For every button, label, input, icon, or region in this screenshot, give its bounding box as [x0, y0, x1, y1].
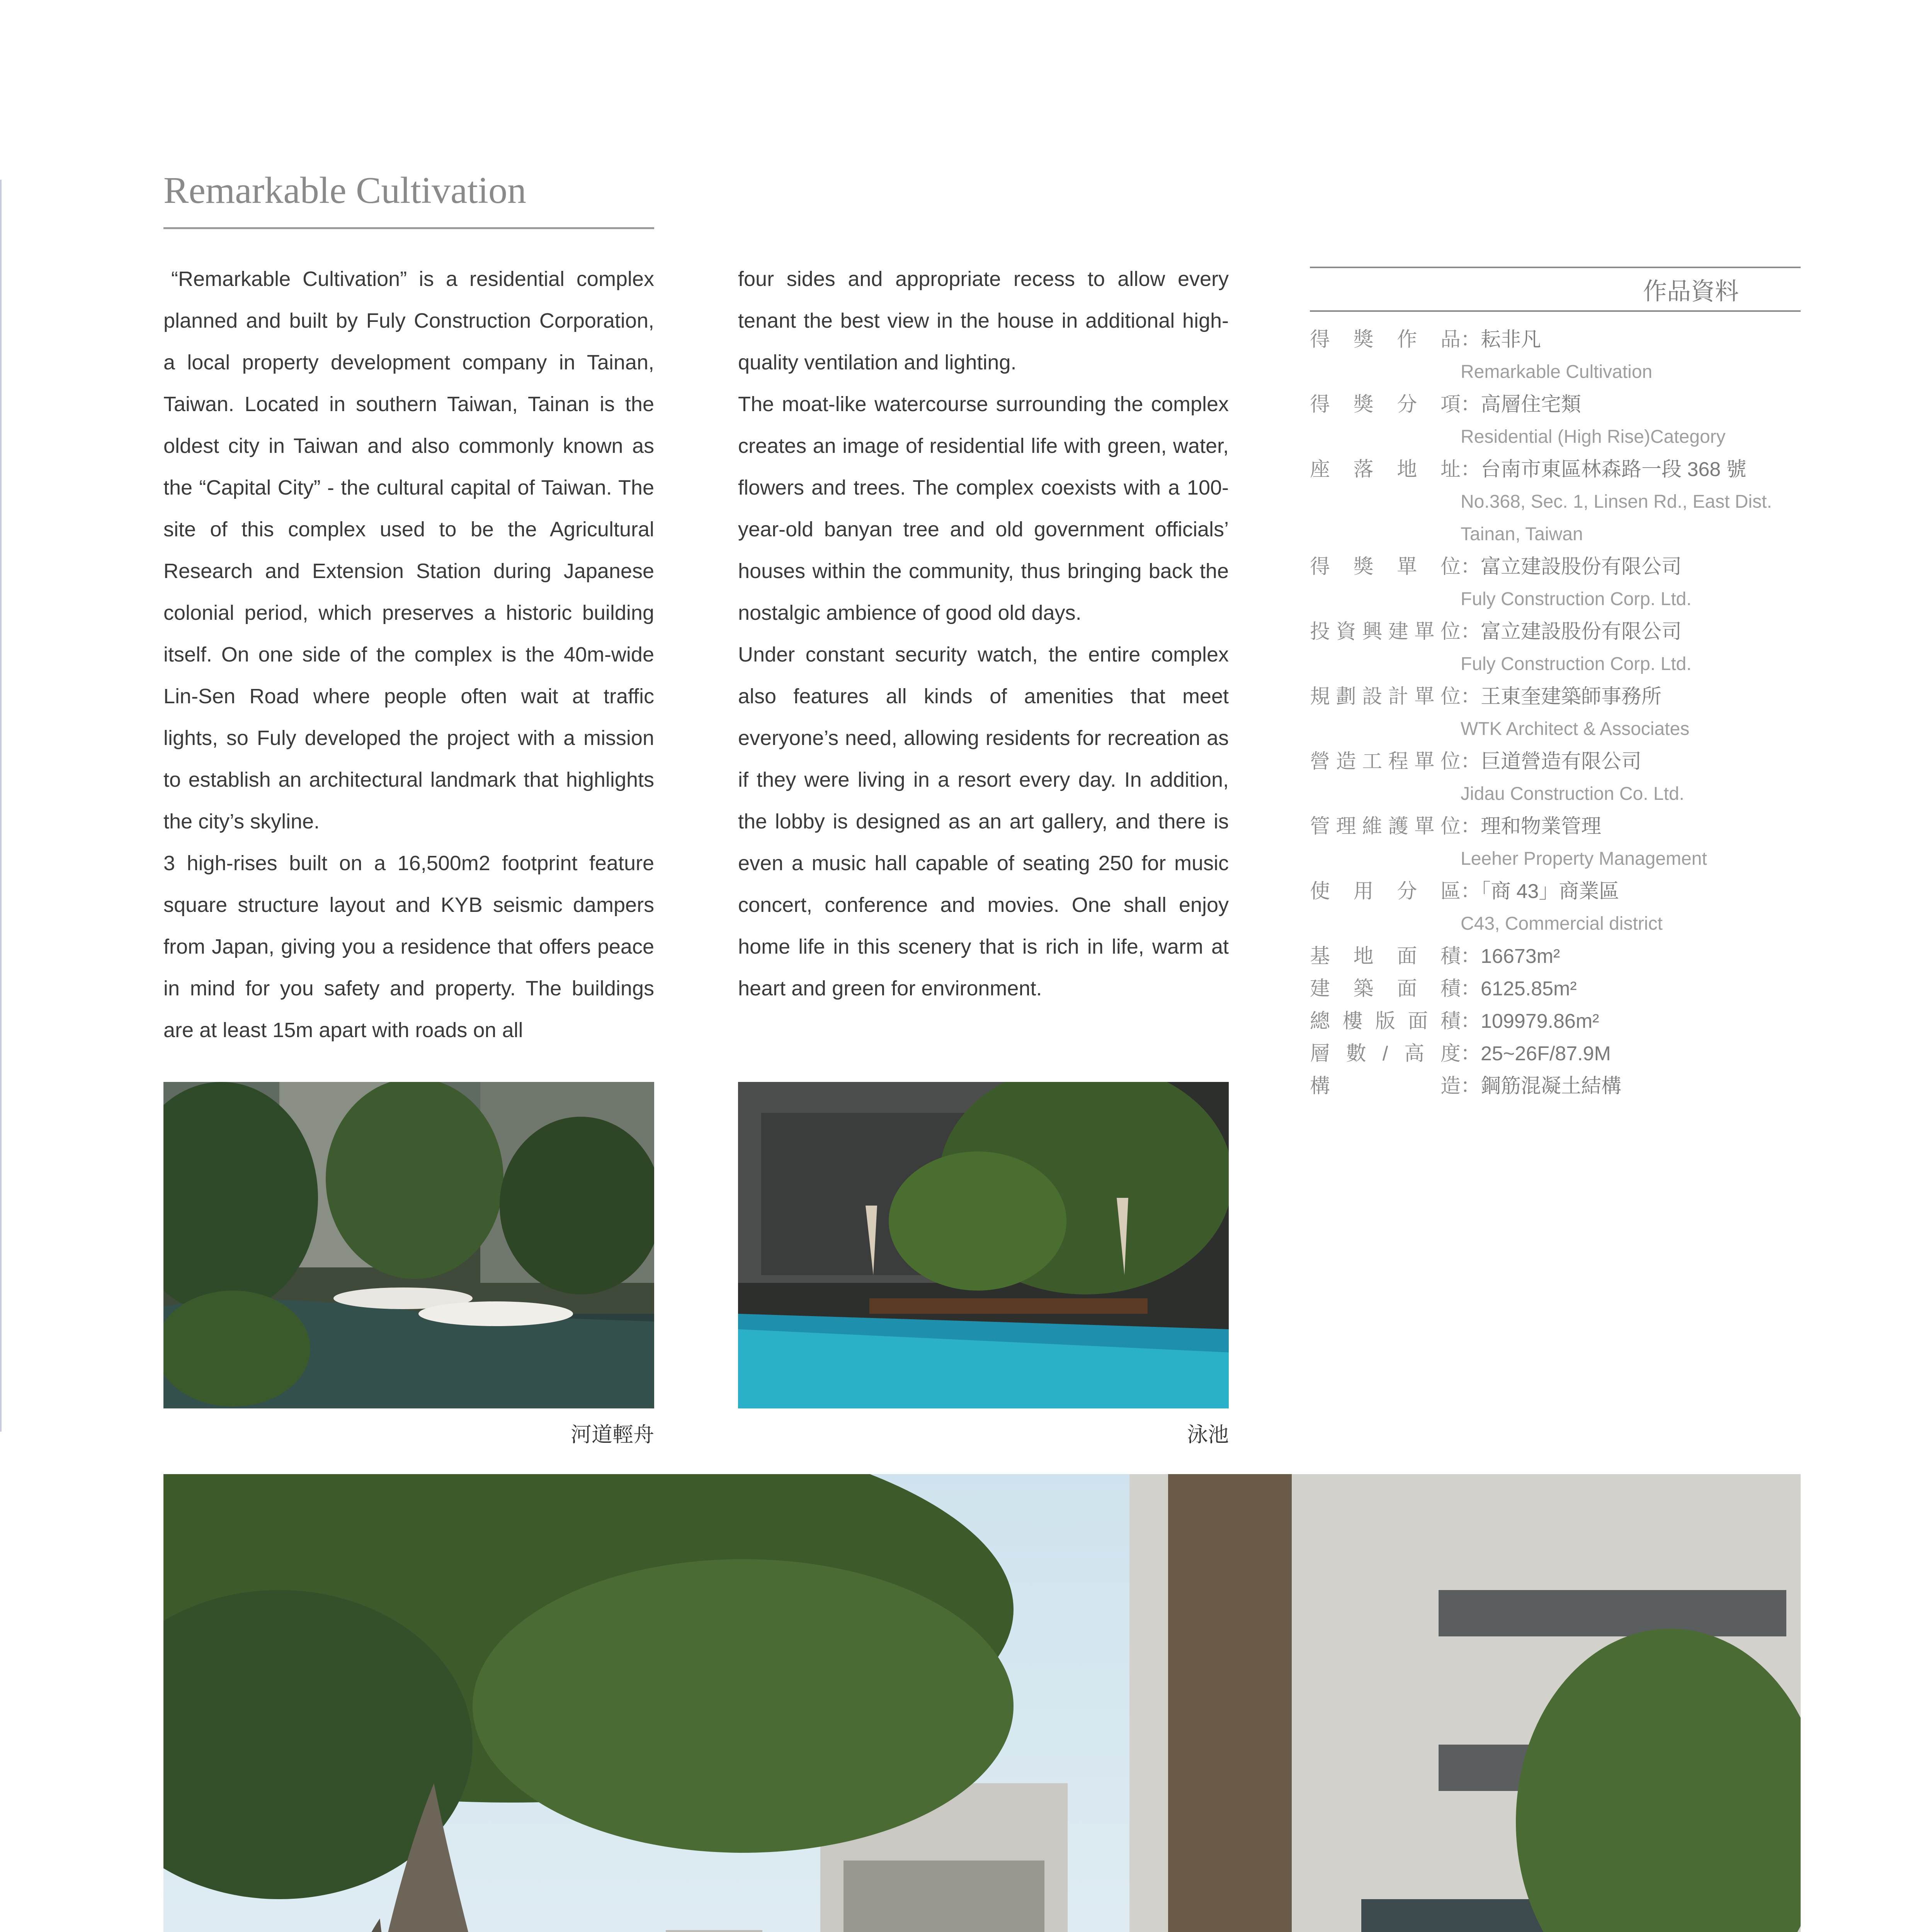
project-info-panel	[1310, 267, 1801, 1102]
paragraph: Under constant security watch, the entire complex also features all kinds of amenities that meet everyone’s need, allowing residents for recreation as if they were living in a resort every day. In addition, the lobby is designed as an art gallery, and there is even a music hall capable of seating 250 for music concert, conference and movies. One shall enjoy home life in this scenery that is rich in life, warm at heart and green for environment.	[738, 643, 1229, 1000]
photo-river-boats	[163, 1082, 654, 1408]
caption-photo-2: 泳池	[1187, 1423, 1229, 1446]
photo-pool	[738, 1082, 1229, 1408]
info-row: 基地面積 ：16673m²	[1310, 945, 1560, 968]
body-column-2	[738, 258, 1229, 1009]
info-row: 營造工程單位 ：巨道營造有限公司 Jidau Construction Co. Ltd.	[1310, 750, 1684, 804]
info-row: 得獎單位 ：富立建設股份有限公司 Fuly Construction Corp. Ltd.	[1310, 556, 1692, 609]
project-info-rows	[1310, 323, 1801, 1102]
info-row: 規劃設計單位 ：王東奎建築師事務所 WTK Architect & Associates	[1310, 685, 1690, 739]
body-column-1	[163, 258, 654, 1051]
info-row: 構造 ：鋼筋混凝土結構	[1310, 1075, 1622, 1097]
info-row: 層數/高度 ：25~26F/87.9M	[1310, 1043, 1611, 1065]
margin-line	[0, 180, 2, 1432]
caption-photo-1: 河道輕舟	[571, 1423, 654, 1446]
paragraph: 3 high-rises built on a 16,500m2 footprint feature square structure layout and KYB seismic dampers from Japan, giving you a residence that offers peace in mind for you safety and property. The buildings are at least 15m apart with roads on all	[163, 852, 654, 1042]
info-row: 座落地址 ：台南市東區林森路一段 368 號 No.368, Sec. 1, Linsen Rd., East Dist. Tainan, Taiwan	[1310, 458, 1772, 544]
info-row: 得獎作品 ：耘非凡 Remarkable Cultivation	[1310, 328, 1653, 382]
paragraph: “Remarkable Cultivation” is a residential complex planned and built by Fuly Construction Corporation, a local property development company in Tainan, Taiwan. Located in southern Taiwan, Tainan is the oldest city in Taiwan and also commonly known as the “Capital City” - the cultural capital of Taiwan. The site of this complex used to be the Agricultural Research and Extension Station during Japanese colonial period, which preserves a historic building itself. On one side of the complex is the 40m-wide Lin-Sen Road where people often wait at traffic lights, so Fuly developed the project with a mission to establish an architectural landmark that highlights the city’s skyline.	[163, 267, 654, 833]
info-row: 得獎分項 ：高層住宅類 Residential (High Rise)Category	[1310, 393, 1726, 447]
info-row: 投資興建單位 ：富立建設股份有限公司 Fuly Construction Corp. Ltd.	[1310, 621, 1692, 674]
paragraph: The moat-like watercourse surrounding the complex creates an image of residential life with green, water, flowers and trees. The complex coexists with a 100-year-old banyan tree and old government officials’ houses within the community, thus bringing back the nostalgic ambience of good old days.	[738, 393, 1229, 624]
project-info-header: 作品資料	[1310, 267, 1801, 312]
paragraph: four sides and appropriate recess to allow every tenant the best view in the house in additional high-quality ventilation and lighting.	[738, 267, 1229, 374]
info-row: 建築面積 ：6125.85m²	[1310, 978, 1577, 1000]
photo-banyan-waterway	[163, 1474, 1801, 1932]
info-row: 總樓版面積 ：109979.86m²	[1310, 1010, 1599, 1032]
info-row: 管理維護單位 ：理和物業管理 Leeher Property Management	[1310, 815, 1707, 869]
info-row: 使用分區 ：「商 43」商業區 C43, Commercial district	[1310, 880, 1663, 934]
article-title: Remarkable Cultivation	[163, 170, 654, 229]
